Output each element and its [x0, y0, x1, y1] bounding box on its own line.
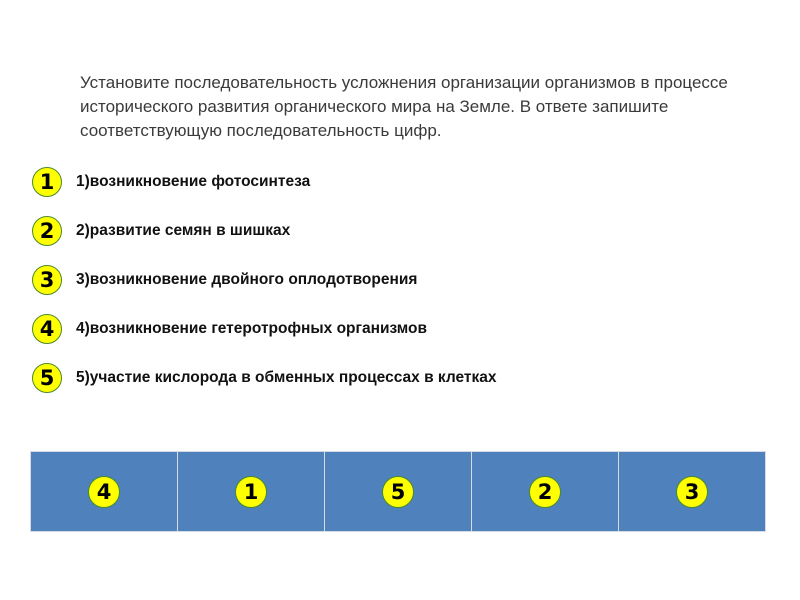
answer-number-badge: 1: [235, 476, 267, 508]
option-item: [32, 313, 497, 345]
answer-cell: [472, 452, 619, 532]
option-number-badge: 2: [32, 216, 62, 246]
option-text: 4)возникновение гетеротрофных организмов: [76, 320, 428, 337]
option-number-badge: 3: [32, 265, 62, 295]
option-text: 3)возникновение двойного оплодотворения: [76, 271, 418, 288]
question-text: Установите последовательность усложнения организации организмов в процессе исторического развития органического мира на Земле. В ответе запишите соответствующую последовательность цифр.: [80, 73, 728, 140]
answer-row: [31, 452, 766, 532]
option-number-badge: 1: [32, 167, 62, 197]
answer-cell: [31, 452, 178, 532]
options-list: [32, 166, 497, 411]
answer-number-badge: 4: [88, 476, 120, 508]
option-text: 1)возникновение фотосинтеза: [76, 173, 311, 190]
option-item: [32, 362, 497, 394]
option-number-badge: 4: [32, 314, 62, 344]
answer-cell: [178, 452, 325, 532]
answer-table: [30, 451, 766, 532]
answer-number-badge: 3: [676, 476, 708, 508]
answer-cell: [325, 452, 472, 532]
option-text: 2)развитие семян в шишках: [76, 222, 291, 239]
option-number-badge: 5: [32, 363, 62, 393]
option-text: 5)участие кислорода в обменных процессах в клетках: [76, 369, 497, 386]
answer-number-badge: 5: [382, 476, 414, 508]
option-item: [32, 264, 497, 296]
option-item: [32, 215, 497, 247]
answer-cell: [619, 452, 766, 532]
option-item: [32, 166, 497, 198]
answer-number-badge: 2: [529, 476, 561, 508]
